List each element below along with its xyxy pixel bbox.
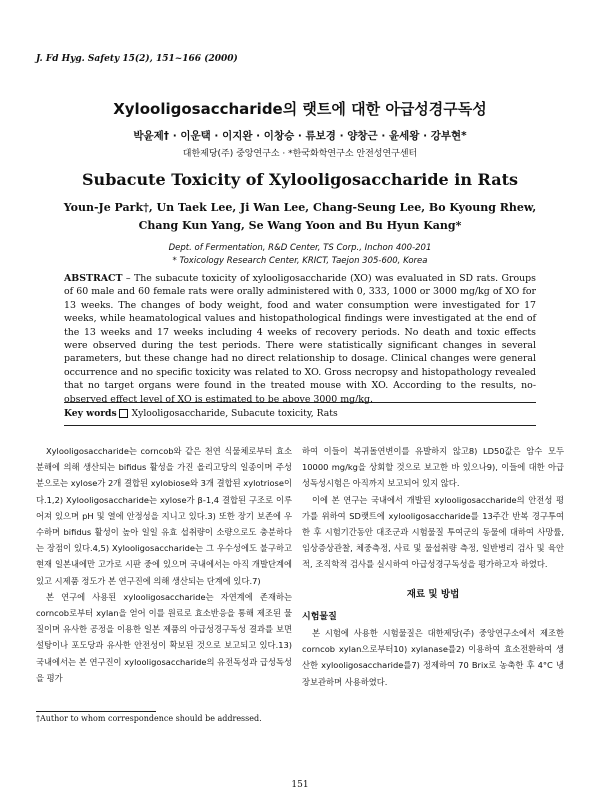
korean-affiliation: 대한제당(주) 중앙연구소 · *한국화학연구소 안전성연구센터 [182,149,418,159]
paragraph: 이에 본 연구는 국내에서 개발된 xylooligosaccharide의 안전성 평가를 위하여 SD랫트에 xylooligosaccharide를 13주간 반복 경구투여 한 후 시험기간동안 대조군과 시험물질 투여군의 동물에 대하여 사망률, 임상증상관찰, 체중측정, 사료 및 물섭취량 측정, 일반병리 검사 및 육안적, 조직학적 검사를 실시하여 아급성경구독성을 평가하고자 하였다. [302,494,564,570]
right-column [302,443,564,690]
left-column [36,443,292,686]
divider-top [64,402,536,403]
footnote-rule [36,711,156,712]
divider-bottom [64,425,536,426]
abstract [64,272,536,406]
korean-title: Xylooligosaccharide의 랫트에 대한 아급성경구독성 [113,100,487,118]
paragraph: 본 연구에 사용된 xylooligosaccharide는 자연계에 존재하는 corncob로부터 xylan을 얻어 이를 원료로 효소반응을 통해 제조된 물질이며 유사한 공정을 이용한 일본 제품의 아급성경구독성 결과를 보면 설탕이나 포도당과 유사한 안전성이 확보된 것으로 보고되고 있다.13) 국내에서는 본 연구진이 xylooligosaccharide의 유전독성과 급성독성을 평가 [36,591,292,683]
footnote: †Author to whom correspondence should be addressed. [36,714,262,723]
english-title: Subacute Toxicity of Xylooligosaccharide in Rats [82,170,518,189]
paragraph: Xylooligosaccharide는 corncob와 같은 천연 식물체로부터 효소분해에 의해 생산되는 bifidus 활성을 가진 올리고당의 일종이며 주성분으로는 xylose가 2개 결합된 xylobiose와 3개 결합된 xylotriose이다.1,2) Xylooligosaccharide는 xylose가 β-1,4 결합된 구조로 이루어져 있으며 pH 및 열에 안정성을 지니고 있다.3) 또한 장기 보존에 우수하며 bifidus 활성이 높아 일일 유효 섭취량이 소량으로도 충분하다는 장점이 있다.4,5) Xylooligosaccharide는 그 우수성에도 불구하고 현재 일본내에만 고가로 시판 중에 있으며 국내에서는 아직 개발단계에 있고 시제품 정도가 본 연구진에 의해 생산되는 단계에 있다.7) [36,446,292,586]
affiliations [0,242,600,268]
paragraph: 본 시험에 사용한 시험물질은 대한제당(주) 중앙연구소에서 제조한 corncob xylan으로부터10) xylanase를2) 이용하여 효소전환하여 생산한 xylooligosaccharide를7) 정제하여 70 Brix로 농축한 후 4°C 냉장보관하며 사용하였다. [302,628,564,687]
journal-reference: J. Fd Hyg. Safety 15(2), 151~166 (2000) [36,54,238,64]
paragraph: 하여 이들이 복귀돌연변이를 유발하지 않고8) LD50값은 암수 모두 10000 mg/kg을 상회할 것으로 보고한 바 있으나9), 이들에 대한 아급성독성시험은 아직까지 보고되어 있지 않다. [302,446,564,489]
keywords-label: Key words [64,408,117,419]
section-heading: 재료 및 방법 [406,588,460,600]
keywords [64,408,338,419]
korean-authors: 박윤제† · 이운택 · 이지완 · 이창승 · 류보경 · 양창근 · 윤세왕 · 강부현* [133,130,467,142]
page-number: 151 [291,780,309,790]
affiliation-1: Dept. of Fermentation, R&D Center, TS Corp., Inchon 400-201 [168,243,432,253]
abstract-label: ABSTRACT [64,273,123,284]
affiliation-2: * Toxicology Research Center, KRICT, Taejon 305-600, Korea [172,256,428,266]
subsection-heading: 시험물질 [302,611,337,622]
abstract-text: – The subacute toxicity of xylooligosaccharide (XO) was evaluated in SD rats. Groups of 60 male and 60 female rats were orally administered with 0, 333, 1000 or 3000 mg/kg of XO for 13 weeks. The changes of body weight, food and water consumption were investigated for 17 weeks, while heamatological values and histopathological findings were investigated at the end of the 13 weeks and 17 weeks including 4 weeks of recovery periods. No death and toxic effects were observed during the test periods. There were statistically significant changes in several parameters, but these change had no direct relationship to dosage. Clinical changes were general occurrence and no specific toxicity was related to XO. Gross necropsy and histopathology revealed that no target organs were found in the treated mouse with XO. According to the results, no-observed effect level of XO is estimated to be above 3000 mg/kg. [64,273,536,405]
checkbox-icon [119,409,128,418]
english-authors: Youn-Je Park†, Un Taek Lee, Ji Wan Lee, Chang-Seung Lee, Bo Kyoung Rhew, Chang Kun Yang, Se Wang Yoon and Bu Hyun Kang* [63,201,537,232]
keywords-text: Xylooligosaccharide, Subacute toxicity, Rats [131,408,338,419]
